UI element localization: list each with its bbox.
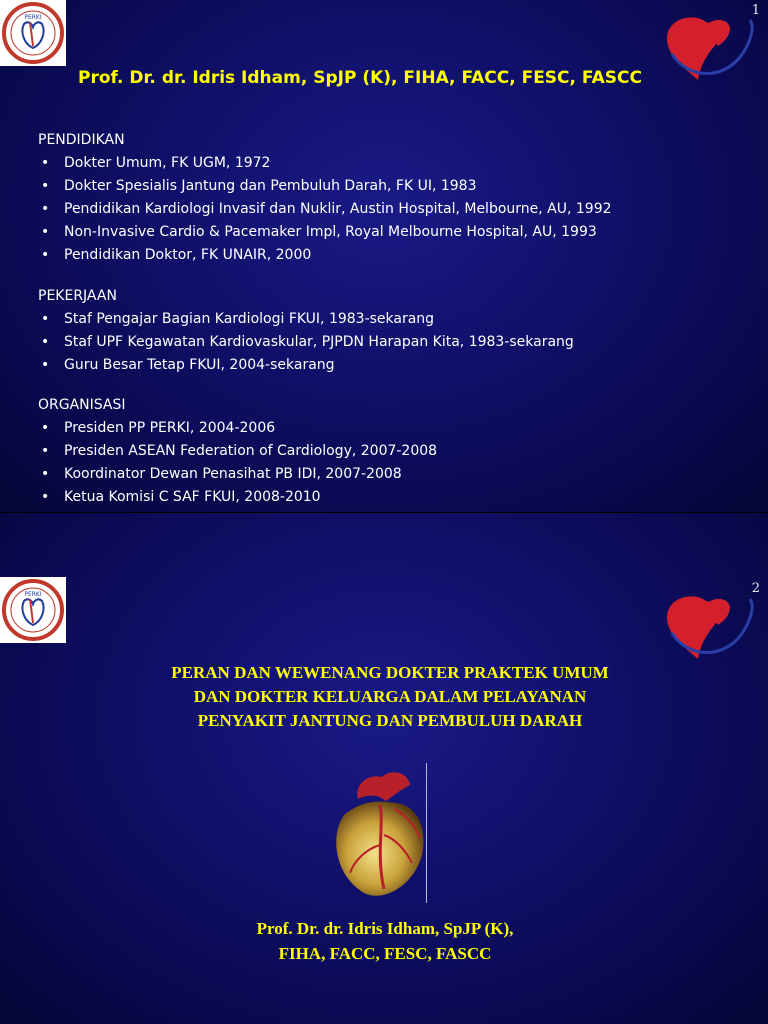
perki-logo: [0, 577, 66, 643]
list-item: • Koordinator Dewan Penasihat PB IDI, 2007-2008: [38, 463, 598, 486]
slide-2: [0, 512, 768, 1024]
author-line: FIHA, FACC, FESC, FASCC: [278, 944, 492, 963]
section-pekerjaan: [38, 288, 574, 377]
list-item: • Staf Pengajar Bagian Kardiologi FKUI, 1983-sekarang: [38, 308, 574, 331]
list-item: • Pendidikan Kardiologi Invasif dan Nuklir, Austin Hospital, Melbourne, AU, 1992: [38, 198, 612, 221]
section-heading: PEKERJAAN: [38, 288, 117, 304]
title-line: PERAN DAN WEWENANG DOKTER PRAKTEK UMUM: [171, 663, 609, 682]
list-item: • Ketua Komisi C SAF FKUI, 2008-2010: [38, 486, 598, 509]
slide-title: Prof. Dr. dr. Idris Idham, SpJP (K), FIHA, FACC, FESC, FASCC: [78, 68, 642, 88]
list-item: • Presiden ASEAN Federation of Cardiology, 2007-2008: [38, 440, 598, 463]
section-heading: PENDIDIKAN: [38, 132, 125, 148]
title-line: DAN DOKTER KELUARGA DALAM PELAYANAN: [193, 687, 587, 706]
list-item: • Presiden PP PERKI, 2004-2006: [38, 417, 598, 440]
divider-line: [426, 763, 427, 903]
list-item: • Guru Besar Tetap FKUI, 2004-sekarang: [38, 354, 574, 377]
perki-logo: [0, 0, 66, 66]
anatomical-heart-icon: [324, 765, 434, 905]
slide-number: 2: [751, 581, 760, 596]
slide-number: 1: [751, 3, 760, 18]
heart-logo-icon: [658, 589, 758, 669]
title-line: PENYAKIT JANTUNG DAN PEMBULUH DARAH: [197, 711, 583, 730]
perki-emblem-icon: [0, 0, 66, 66]
list-item: • Dokter Spesialis Jantung dan Pembuluh Darah, FK UI, 1983: [38, 175, 612, 198]
list-item: • Non-Invasive Cardio & Pacemaker Impl, Royal Melbourne Hospital, AU, 1993: [38, 221, 612, 244]
section-pendidikan: [38, 132, 612, 267]
presenter-name: [150, 916, 620, 966]
list-item: • Staf UPF Kegawatan Kardiovaskular, PJPDN Harapan Kita, 1983-sekarang: [38, 331, 574, 354]
perki-logo-text: PERKI: [24, 14, 42, 21]
list-item: • Pendidikan Doktor, FK UNAIR, 2000: [38, 244, 612, 267]
presentation-title: [90, 661, 690, 733]
perki-emblem-icon: [0, 577, 66, 643]
author-line: Prof. Dr. dr. Idris Idham, SpJP (K),: [256, 919, 514, 938]
section-heading: ORGANISASI: [38, 397, 126, 413]
list-item: • Dokter Umum, FK UGM, 1972: [38, 152, 612, 175]
perki-logo-text: PERKI: [24, 591, 42, 598]
